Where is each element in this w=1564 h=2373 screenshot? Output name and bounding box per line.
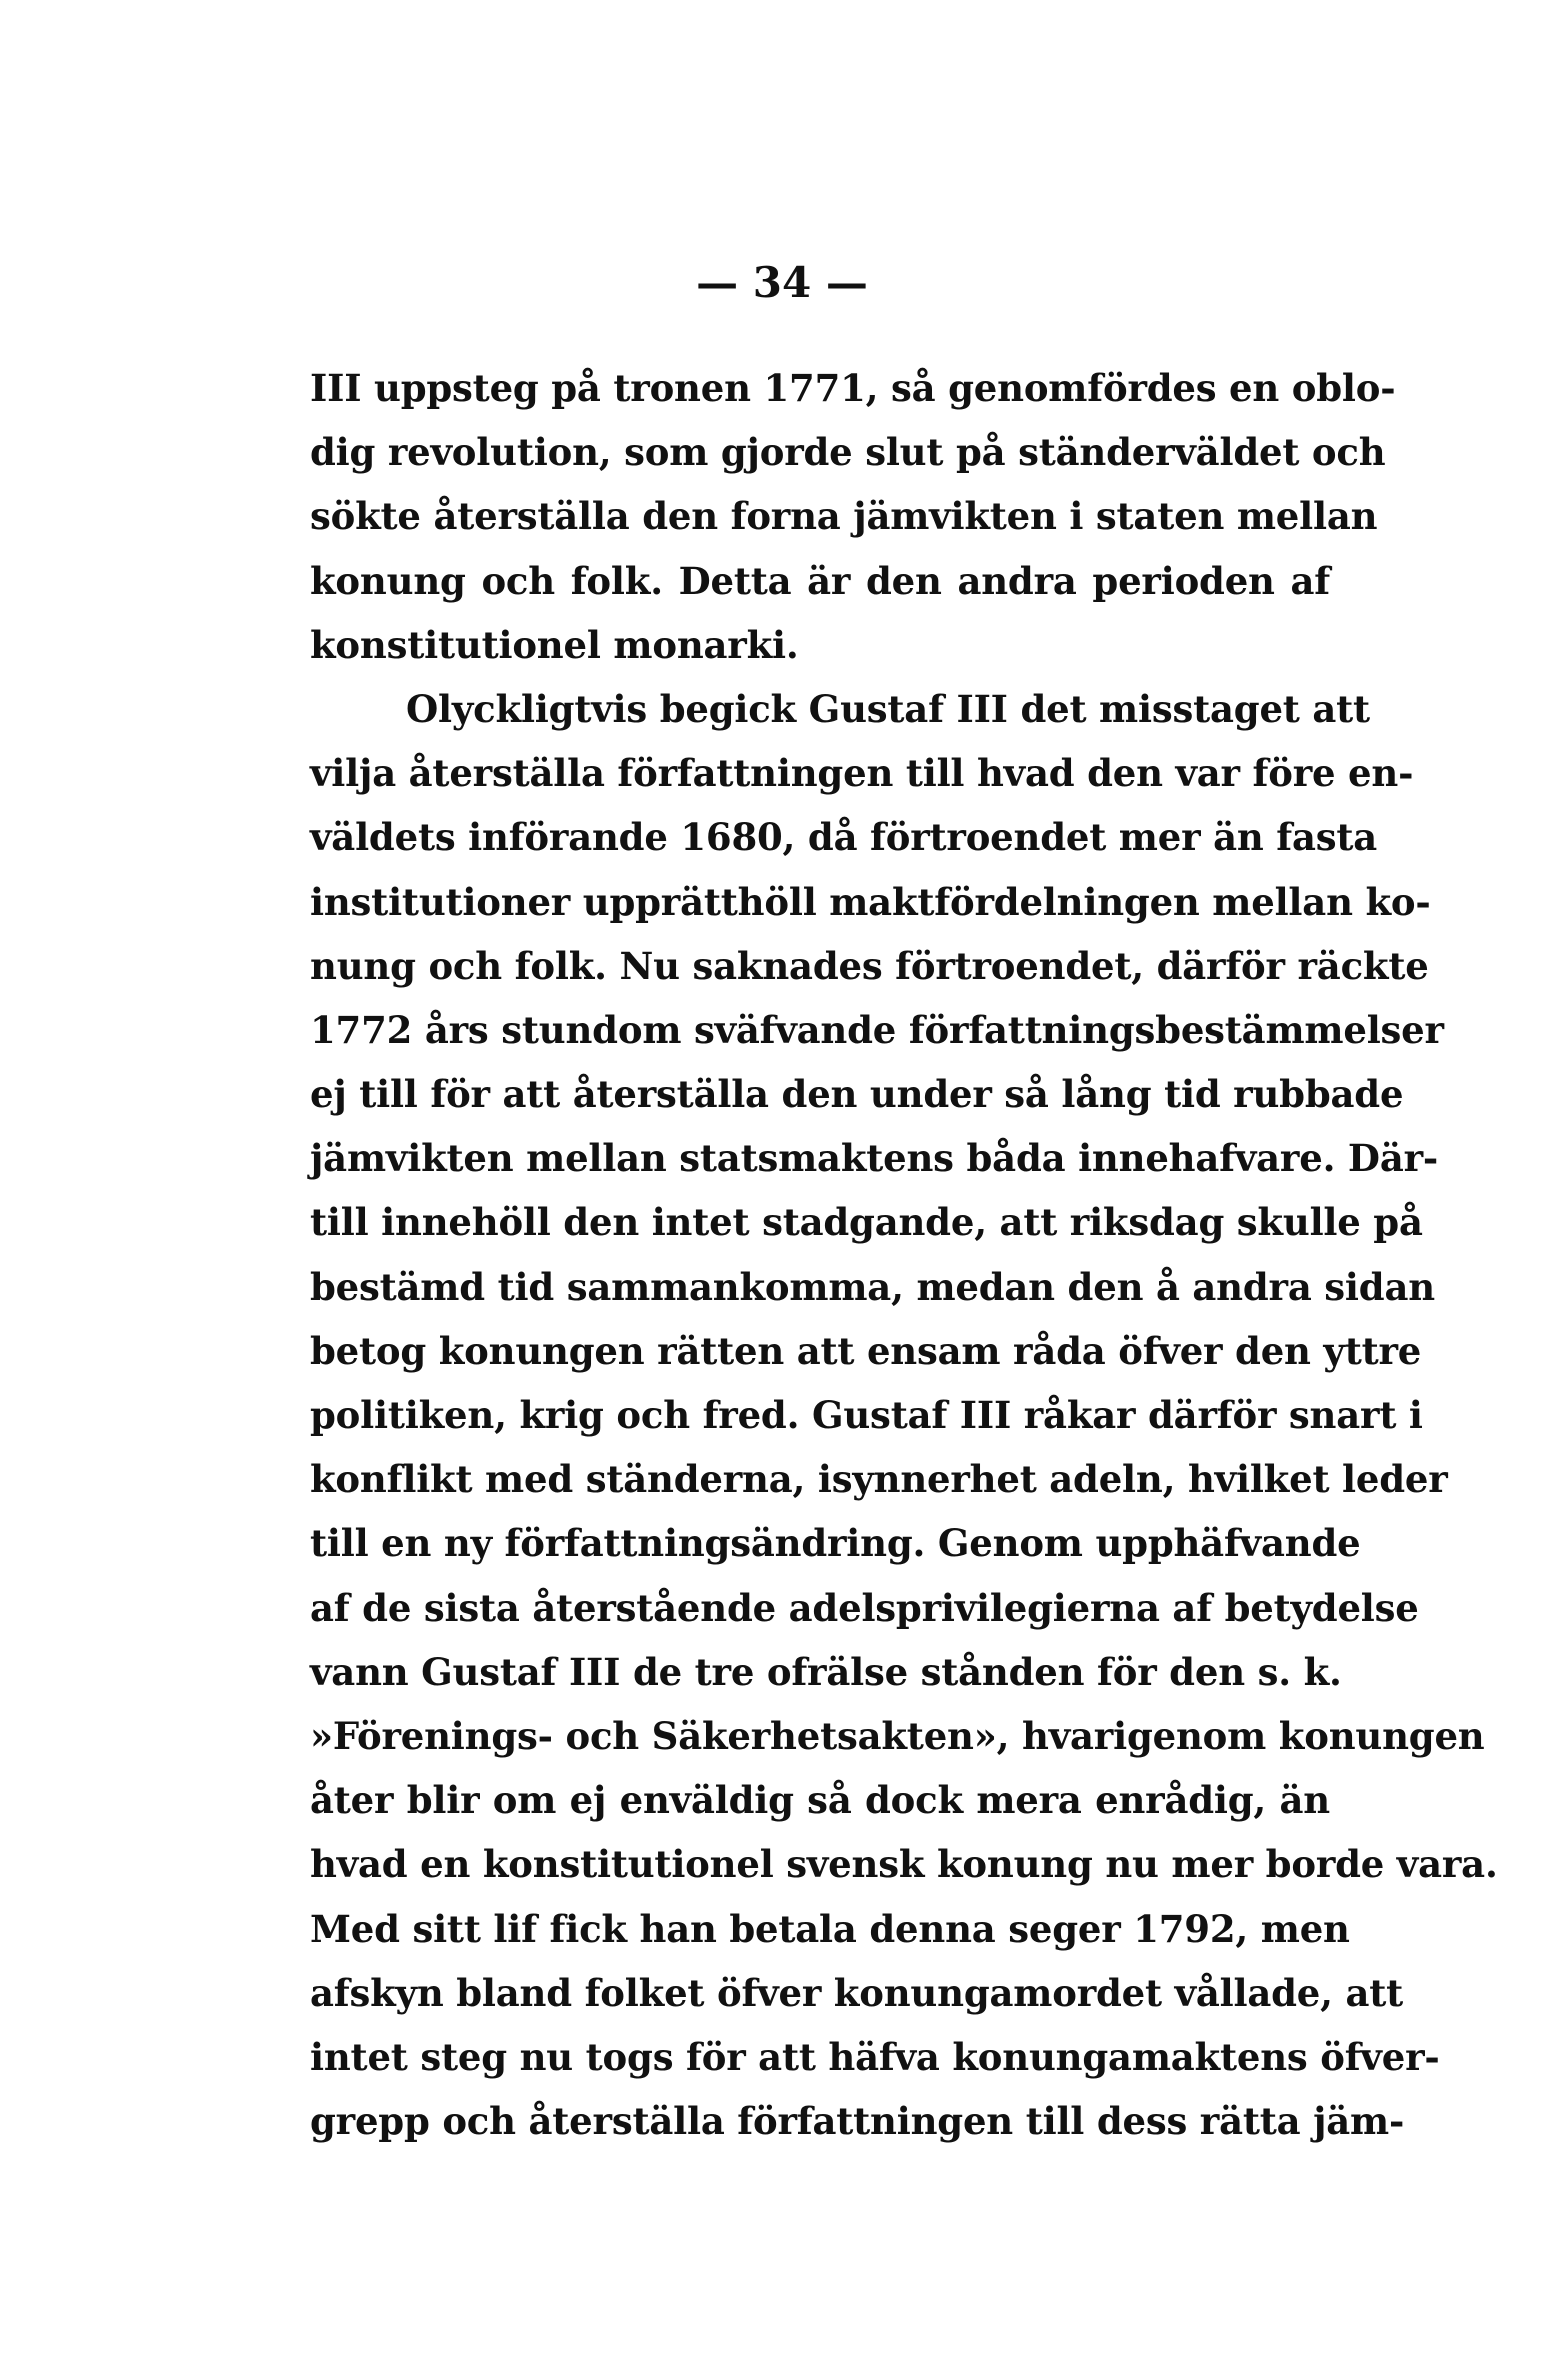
text-line: 1772 års stundom sväfvande författningsbestämmelser: [310, 1007, 1444, 1052]
text-line: III uppsteg på tronen 1771, så genomfördes en oblo-: [310, 366, 1396, 410]
text-line: bestämd tid sammankomma, medan den å andra sidan: [310, 1264, 1435, 1309]
text-line: åter blir om ej enväldig så dock mera enrådig, än: [310, 1778, 1330, 1823]
text-line: Olyckligtvis begick Gustaf III det misstaget att: [406, 686, 1370, 731]
page-number: — 34 —: [696, 258, 868, 307]
text-line: af de sista återstående adelsprivilegierna af betydelse: [310, 1585, 1419, 1630]
text-line: nung och folk. Nu saknades förtroendet, därför räckte: [310, 943, 1429, 988]
text-line: till en ny författningsändring. Genom upphäfvande: [310, 1521, 1361, 1566]
text-line: väldets införande 1680, då förtroendet mer än fasta: [310, 815, 1378, 860]
text-line: intet steg nu togs för att häfva konungamaktens öfver-: [310, 2034, 1440, 2079]
body-text: [310, 356, 1498, 2153]
text-line: sökte återställa den forna jämvikten i staten mellan: [310, 494, 1378, 539]
text-line: vilja återställa författningen till hvad den var före en-: [310, 751, 1414, 796]
text-line: dig revolution, som gjorde slut på ständerväldet och: [310, 430, 1386, 475]
text-line: konung och folk. Detta är den andra perioden af: [310, 558, 1330, 603]
text-line: politiken, krig och fred. Gustaf III råkar därför snart i: [310, 1393, 1423, 1437]
text-line: hvad en konstitutionel svensk konung nu mer borde vara.: [310, 1842, 1498, 1887]
text-line: ej till för att återställa den under så lång tid rubbade: [310, 1072, 1404, 1117]
text-line: konstitutionel monarki.: [310, 622, 799, 667]
text-line: konflikt med ständerna, isynnerhet adeln, hvilket leder: [310, 1457, 1448, 1502]
text-line: grepp och återställa författningen till dess rätta jäm-: [310, 2099, 1405, 2144]
text-line: afskyn bland folket öfver konungamordet vållade, att: [310, 1970, 1404, 2015]
text-line: betog konungen rätten att ensam råda öfver den yttre: [310, 1328, 1422, 1373]
text-line: Med sitt lif fick han betala denna seger 1792, men: [310, 1906, 1350, 1951]
text-line: till innehöll den intet stadgande, att riksdag skulle på: [310, 1200, 1423, 1245]
text-line: vann Gustaf III de tre ofrälse stånden för den s. k.: [310, 1649, 1342, 1694]
text-line: »Förenings- och Säkerhetsakten», hvarigenom konungen: [310, 1713, 1485, 1758]
text-line: institutioner upprätthöll maktfördelningen mellan ko-: [310, 879, 1431, 924]
text-line: jämvikten mellan statsmaktens båda innehafvare. Där-: [310, 1136, 1439, 1181]
